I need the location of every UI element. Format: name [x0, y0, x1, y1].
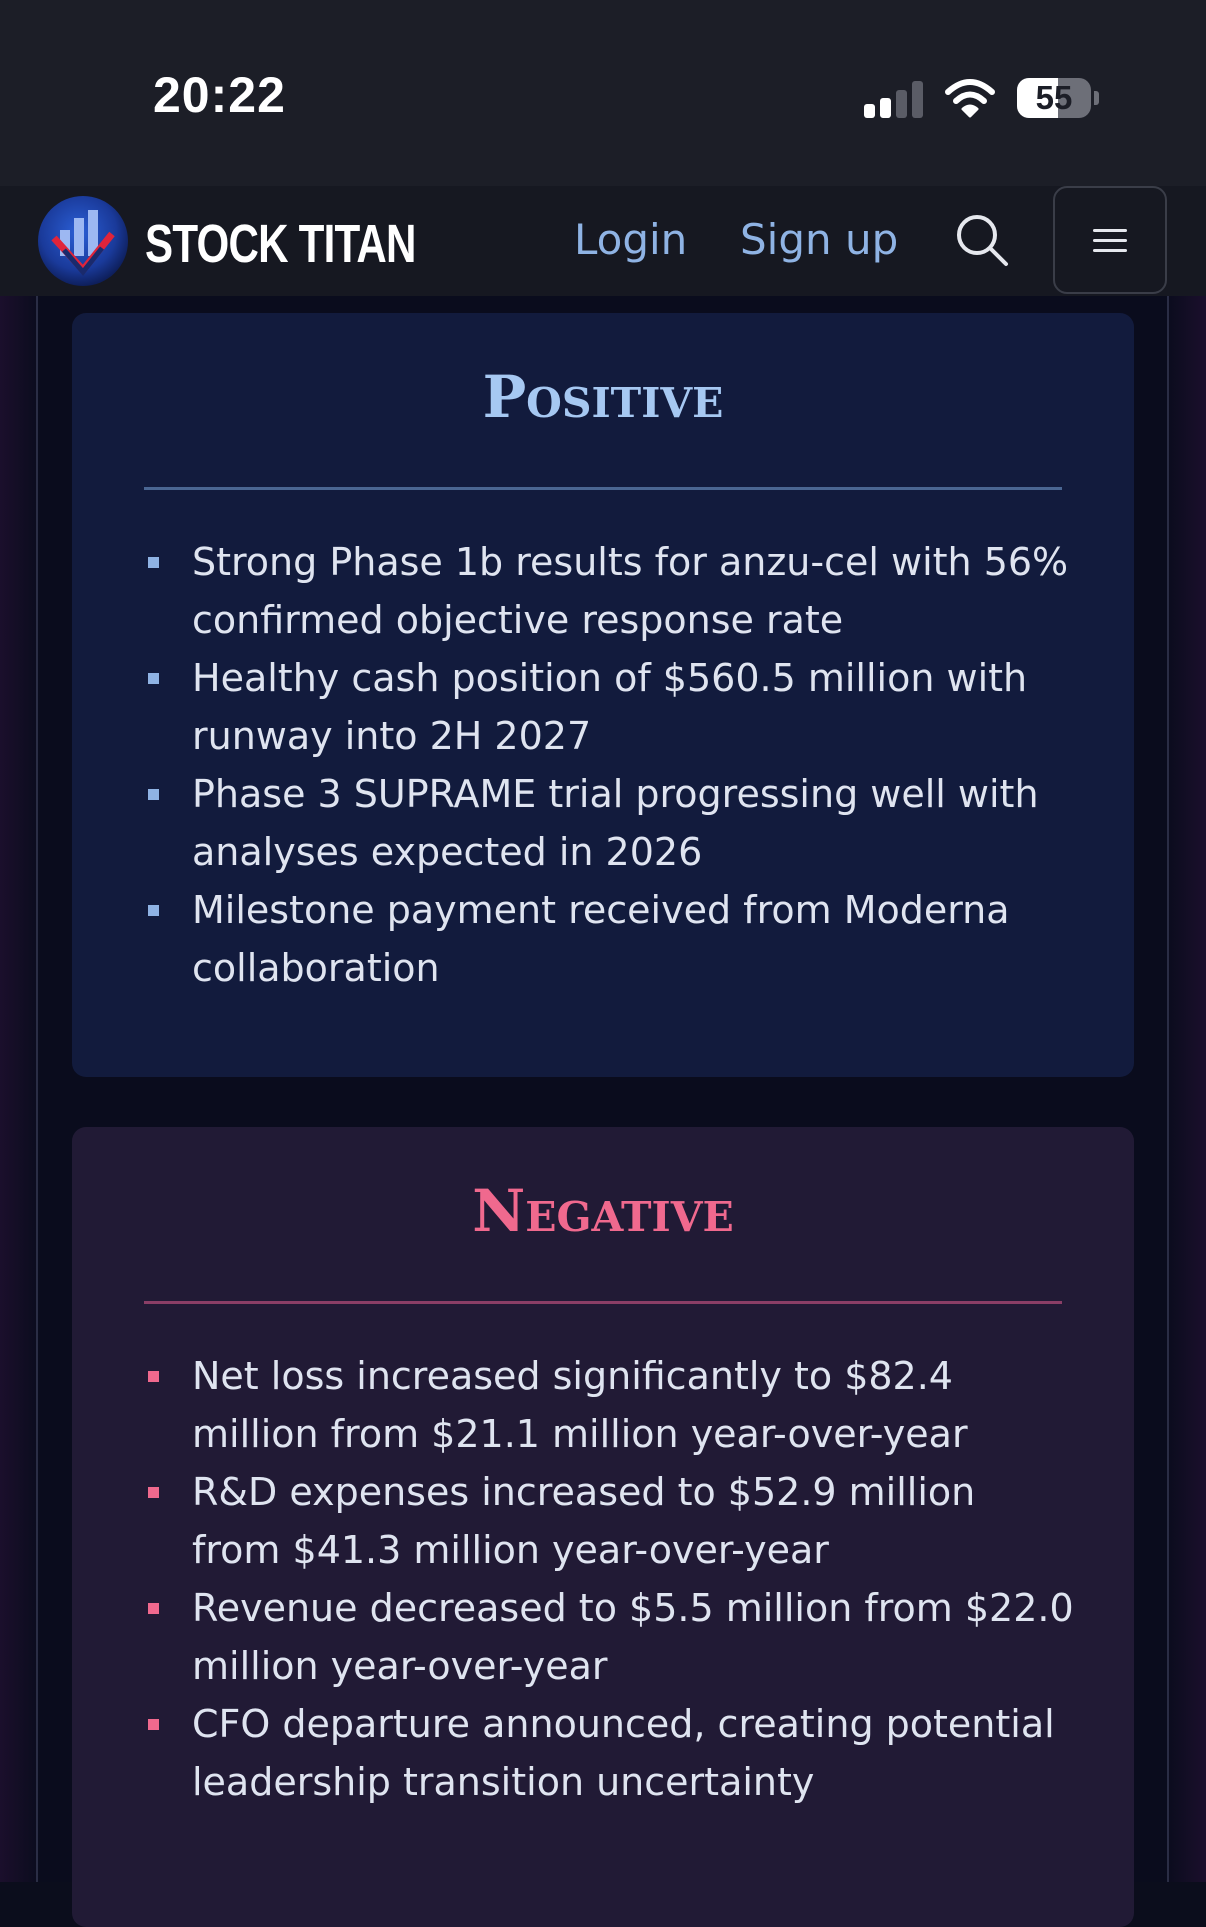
positive-item	[72, 881, 1134, 997]
positive-divider	[144, 487, 1062, 490]
bullet-icon	[148, 673, 159, 684]
negative-item	[72, 1463, 1134, 1579]
bullet-icon	[148, 557, 159, 568]
bullet-icon	[148, 789, 159, 800]
positive-list	[72, 533, 1134, 997]
signup-link[interactable]: Sign up	[740, 215, 899, 264]
negative-item	[72, 1579, 1134, 1695]
negative-item	[72, 1695, 1134, 1811]
positive-title: Positive	[482, 363, 724, 431]
positive-item-text: Strong Phase 1b results for anzu-cel with 56% confirmed objective response rate	[192, 540, 1069, 642]
positive-item-text: Healthy cash position of $560.5 million with runway into 2H 2027	[192, 656, 1028, 758]
search-icon[interactable]	[954, 212, 1010, 268]
positive-item-text: Milestone payment received from Moderna collaboration	[192, 888, 1010, 990]
login-link[interactable]: Login	[574, 215, 688, 264]
positive-item-text: Phase 3 SUPRAME trial progressing well with analyses expected in 2026	[192, 772, 1039, 874]
bullet-icon	[148, 1487, 159, 1498]
negative-item-text: CFO departure announced, creating potential leadership transition uncertainty	[192, 1702, 1055, 1804]
positive-item	[72, 533, 1134, 649]
battery-level: 55	[1035, 79, 1073, 116]
positive-card	[72, 313, 1134, 1077]
bullet-icon	[148, 1603, 159, 1614]
negative-list	[72, 1347, 1134, 1811]
negative-title: Negative	[472, 1177, 734, 1245]
positive-item	[72, 649, 1134, 765]
site-header	[0, 186, 1206, 296]
menu-button[interactable]	[1053, 186, 1167, 294]
signal-icon	[864, 80, 924, 118]
bullet-icon	[148, 1371, 159, 1382]
brand-name[interactable]: STOCK TITAN	[145, 214, 416, 274]
negative-card	[72, 1127, 1134, 1927]
hamburger-menu-icon	[1092, 226, 1128, 256]
frame-border-right	[1167, 296, 1169, 1882]
status-bar	[0, 0, 1206, 186]
battery-icon	[1017, 78, 1099, 118]
frame-border-left	[36, 296, 38, 1882]
bullet-icon	[148, 1719, 159, 1730]
logo-icon[interactable]	[36, 194, 130, 288]
status-time: 20:22	[153, 67, 286, 123]
content-area	[0, 296, 1206, 1882]
negative-item-text: Revenue decreased to $5.5 million from $22.0 million year-over-year	[192, 1586, 1074, 1688]
positive-item	[72, 765, 1134, 881]
negative-divider	[144, 1301, 1062, 1304]
negative-item-text: R&D expenses increased to $52.9 million from $41.3 million year-over-year	[192, 1470, 976, 1572]
bullet-icon	[148, 905, 159, 916]
negative-item-text: Net loss increased significantly to $82.4 million from $21.1 million year-over-year	[192, 1354, 968, 1456]
wifi-icon	[944, 76, 996, 120]
negative-item	[72, 1347, 1134, 1463]
